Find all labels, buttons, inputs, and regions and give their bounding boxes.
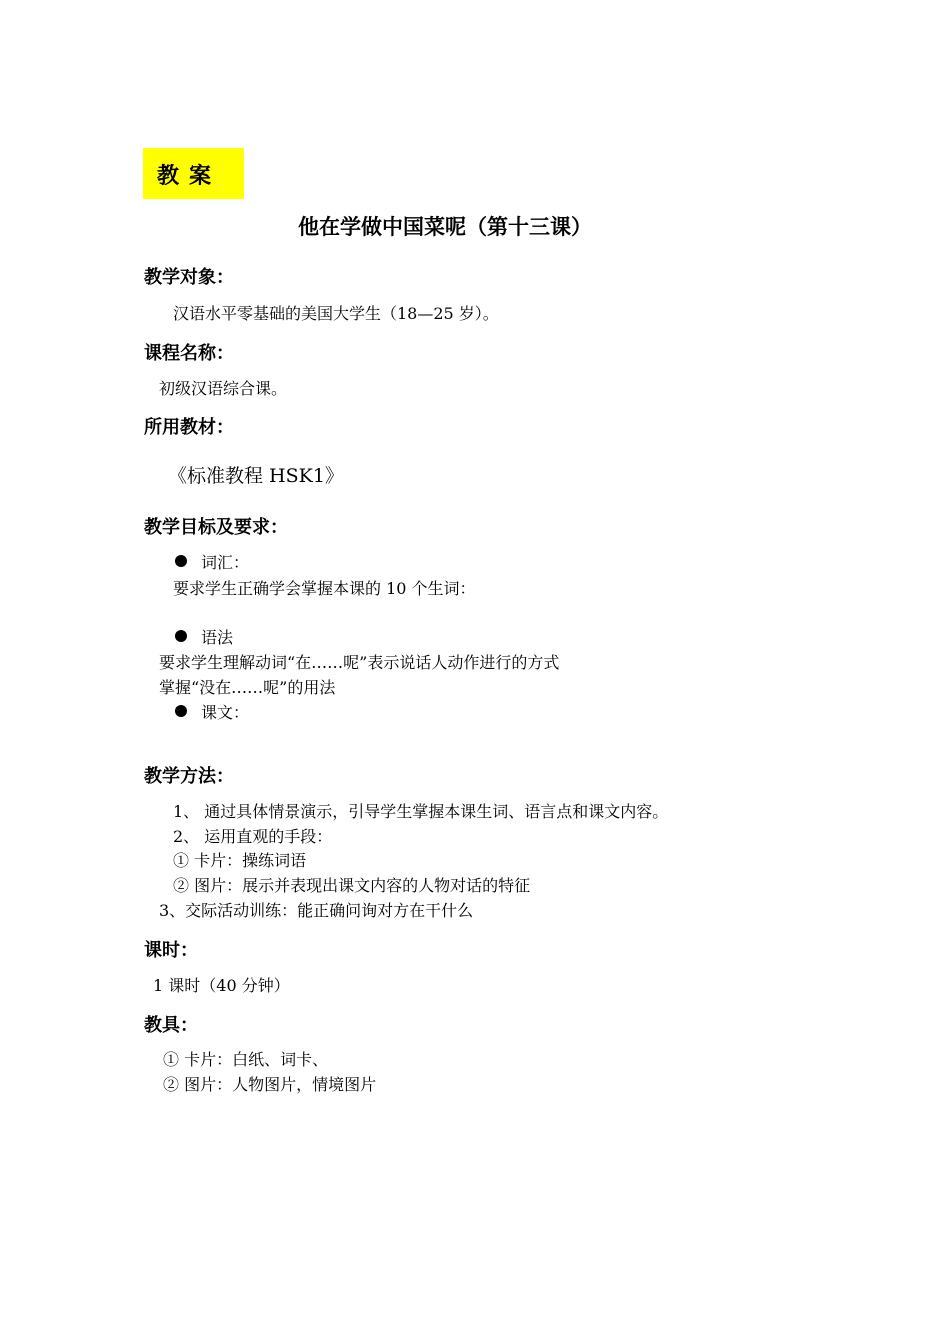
badge-label: 教案 [157, 164, 222, 189]
tool-item: ② 图片：人物图片，情境图片 [163, 1075, 377, 1094]
lesson-plan-badge [143, 148, 244, 199]
goals-heading: 教学目标及要求： [144, 517, 288, 538]
bullet-icon [175, 630, 187, 642]
grammar-line-2: 掌握“没在……呢”的用法 [159, 678, 336, 697]
target-text: 汉语水平零基础的美国大学生（18—25 岁）。 [173, 304, 499, 323]
textbook-text: 《标准教程 HSK1》 [168, 465, 344, 487]
grammar-line-1: 要求学生理解动词“在……呢”表示说话人动作进行的方式 [159, 653, 560, 672]
bullet-icon [175, 705, 187, 717]
methods-heading: 教学方法： [144, 766, 234, 787]
method-item: 2、 运用直观的手段： [173, 827, 333, 846]
vocab-item [175, 550, 249, 573]
hours-text: 1 课时（40 分钟） [153, 976, 290, 995]
method-item: ① 卡片：操练词语 [173, 851, 307, 870]
target-heading: 教学对象： [144, 267, 234, 288]
hours-heading: 课时： [144, 940, 198, 961]
course-text: 初级汉语综合课。 [159, 379, 288, 398]
method-item: 1、 通过具体情景演示，引导学生掌握本课生词、语言点和课文内容。 [173, 802, 669, 821]
grammar-label: 语法 [201, 628, 234, 647]
vocab-label: 词汇： [201, 553, 250, 572]
textbook-heading: 所用教材： [144, 417, 234, 438]
grammar-item [175, 625, 233, 648]
method-item: 3、交际活动训练：能正确问询对方在干什么 [159, 901, 474, 920]
tools-heading: 教具： [144, 1015, 198, 1036]
course-heading: 课程名称： [144, 343, 234, 364]
text-item [175, 700, 249, 723]
bullet-icon [175, 555, 187, 567]
tool-item: ① 卡片：白纸、词卡、 [163, 1050, 329, 1069]
vocab-text: 要求学生正确学会掌握本课的 10 个生词： [173, 579, 476, 598]
page-title: 他在学做中国菜呢（第十三课） [298, 215, 592, 239]
method-item: ② 图片：展示并表现出课文内容的人物对话的特征 [173, 876, 531, 895]
text-label: 课文： [201, 703, 250, 722]
